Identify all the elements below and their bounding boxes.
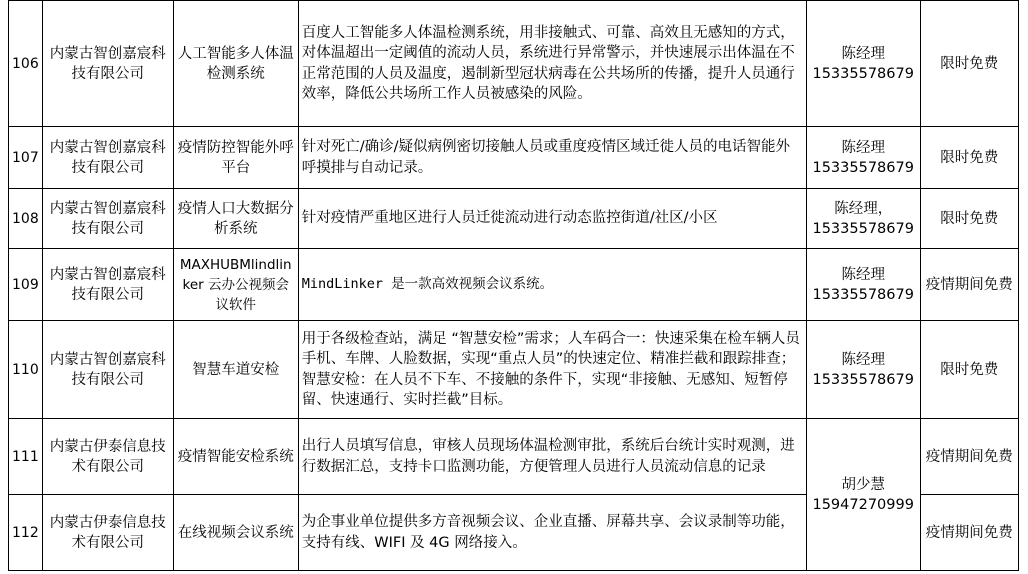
table-row: [9, 189, 1019, 249]
row-number: 107: [9, 127, 43, 189]
fee-cell: 限时免费: [920, 189, 1018, 249]
contact-name: 陈经理: [841, 139, 885, 156]
description-cell: [298, 1, 806, 127]
contact-cell: [806, 127, 920, 189]
company-cell: 内蒙古伊泰信息技术有限公司: [42, 419, 173, 495]
fee-cell: 疫情期间免费: [920, 495, 1018, 571]
table-row: [9, 419, 1019, 495]
row-number: 106: [9, 1, 43, 127]
contact-name: 陈经理: [841, 45, 885, 62]
contact-name: 陈经理: [841, 351, 885, 368]
contact-phone: 15335578679: [812, 159, 914, 176]
table-row: [9, 249, 1019, 321]
company-cell: 内蒙古伊泰信息技术有限公司: [42, 495, 173, 571]
contact-cell: [806, 419, 920, 571]
description-cell: [298, 419, 806, 495]
row-number: 112: [9, 495, 43, 571]
contact-phone: 15335578679: [812, 65, 914, 82]
company-cell: 内蒙古智创嘉宸科技有限公司: [42, 127, 173, 189]
product-cell: 疫情智能安检系统: [173, 419, 298, 495]
product-cell: MAXHUBMlindlinker 云办公视频会议软件: [173, 249, 298, 321]
description-cell: [298, 321, 806, 419]
table-row: [9, 1, 1019, 127]
document-page: [8, 0, 1019, 571]
contact-name: 陈经理，: [834, 200, 893, 217]
fee-cell: 疫情期间免费: [920, 249, 1018, 321]
contact-cell: [806, 189, 920, 249]
contact-name: 陈经理: [841, 266, 885, 283]
description-text: 百度人工智能多人体温检测系统，用非接触式、可靠、高效且无感知的方式，对体温超出一定阈值的流动人员，系统进行异常警示，并快速展示出体温在不正常范围的人员及温度，遏制新型冠状病毒在公共场所的传播，提升人员通行效率，降低公共场所工作人员被感染的风险。: [301, 24, 795, 102]
company-cell: 内蒙古智创嘉宸科技有限公司: [42, 321, 173, 419]
company-cell: 内蒙古智创嘉宸科技有限公司: [42, 1, 173, 127]
product-cell: 人工智能多人体温检测系统: [173, 1, 298, 127]
table-row: [9, 127, 1019, 189]
row-number: 110: [9, 321, 43, 419]
product-table: [8, 0, 1019, 571]
contact-phone: 15947270999: [812, 496, 914, 513]
product-cell: 疫情人口大数据分析系统: [173, 189, 298, 249]
contact-cell: [806, 1, 920, 127]
description-cell: [298, 495, 806, 571]
description-text: MindLinker 是一款高效视频会议系统。: [301, 276, 554, 293]
company-cell: 内蒙古智创嘉宸科技有限公司: [42, 249, 173, 321]
fee-cell: 限时免费: [920, 127, 1018, 189]
company-cell: 内蒙古智创嘉宸科技有限公司: [42, 189, 173, 249]
description-text: 为企事业单位提供多方音视频会议、企业直播、屏幕共享、会议录制等功能，支持有线、WIFI 及 4G 网络接入。: [301, 514, 795, 551]
fee-cell: 疫情期间免费: [920, 419, 1018, 495]
description-cell: [298, 189, 806, 249]
description-text: 用于各级检查站，满足 “智慧安检”需求；人车码合一：快速采集在检车辆人员手机、车牌、人脸数据，实现“重点人员”的快速定位、精准拦截和跟踪排查；智慧安检：在人员不下车、不接触的条件下，实现“非接触、无感知、短暂停留、快速通行、实时拦截”目标。: [301, 330, 800, 408]
product-cell: 疫情防控智能外呼平台: [173, 127, 298, 189]
contact-name: 胡少慧: [841, 476, 885, 493]
description-cell: [298, 249, 806, 321]
row-number: 109: [9, 249, 43, 321]
description-text: 针对死亡/确诊/疑似病例密切接触人员或重度疫情区域迁徙人员的电话智能外呼摸排与自动记录。: [301, 139, 791, 176]
row-number: 108: [9, 189, 43, 249]
product-cell: 在线视频会议系统: [173, 495, 298, 571]
fee-cell: 限时免费: [920, 1, 1018, 127]
contact-phone: 15335578679: [812, 286, 914, 303]
description-text: 出行人员填写信息，审核人员现场体温检测审批，系统后台统计实时观测，进行数据汇总，支持卡口监测功能，方便管理人员进行人员流动信息的记录: [301, 438, 795, 475]
description-cell: [298, 127, 806, 189]
fee-cell: 限时免费: [920, 321, 1018, 419]
table-row: [9, 321, 1019, 419]
product-cell: 智慧车道安检: [173, 321, 298, 419]
contact-cell: [806, 321, 920, 419]
description-text: 针对疫情严重地区进行人员迁徙流动进行动态监控街道/社区/小区: [301, 210, 718, 227]
contact-cell: [806, 249, 920, 321]
contact-phone: 15335578679: [812, 220, 914, 237]
row-number: 111: [9, 419, 43, 495]
contact-phone: 15335578679: [812, 371, 914, 388]
